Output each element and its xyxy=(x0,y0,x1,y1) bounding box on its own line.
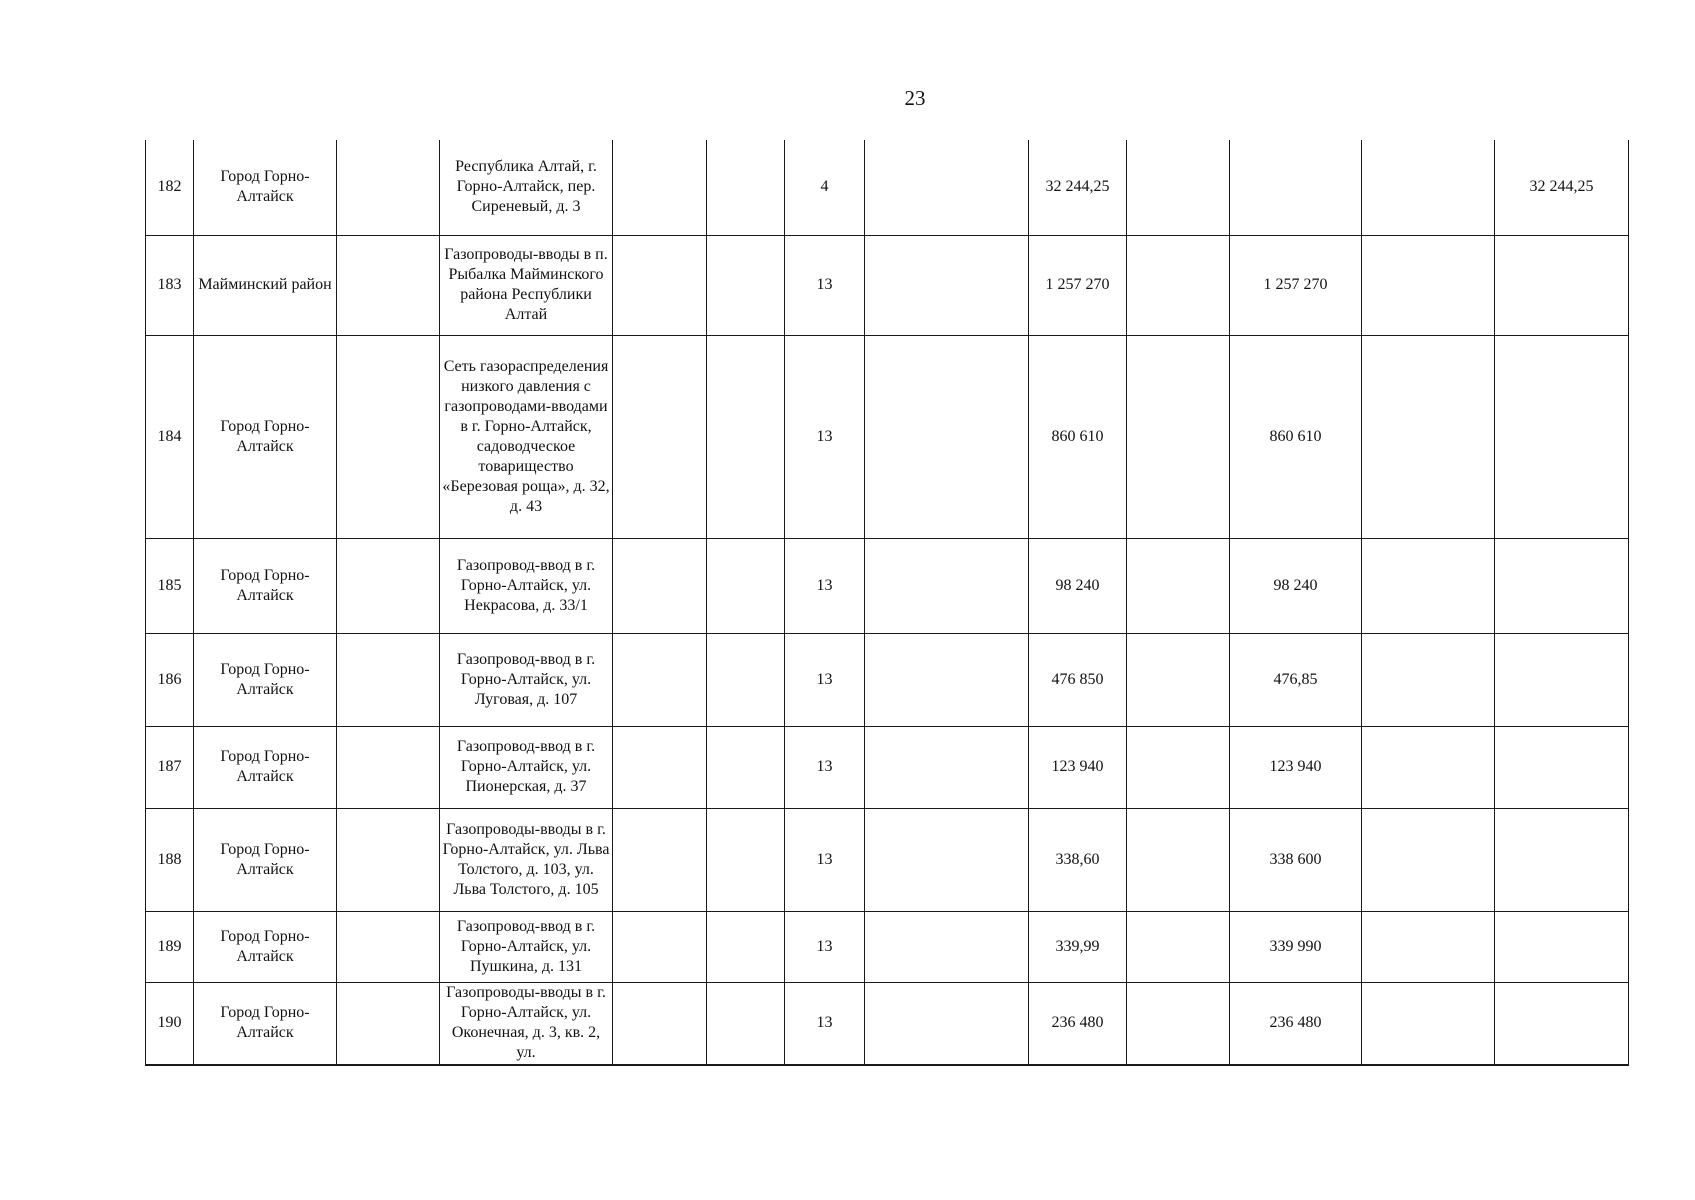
table-row xyxy=(146,982,1629,1065)
cell-amount: 338,60 xyxy=(1029,808,1127,911)
cell-col-3 xyxy=(337,235,440,335)
cell-col-12 xyxy=(1362,335,1495,538)
cell-object-address: Газопровод-ввод в г. Горно-Алтайск, ул. Пионерская, д. 37 xyxy=(440,726,613,808)
cell-row-number: 186 xyxy=(146,633,194,726)
cell-col-11 xyxy=(1230,140,1362,235)
cell-col-3 xyxy=(337,808,440,911)
cell-col-11: 236 480 xyxy=(1230,982,1362,1065)
cell-col-3 xyxy=(337,335,440,538)
cell-col-6 xyxy=(707,911,785,982)
cell-municipality: Город Горно-Алтайск xyxy=(194,726,337,808)
cell-col-8 xyxy=(865,538,1029,633)
cell-municipality: Город Горно-Алтайск xyxy=(194,335,337,538)
cell-col-6 xyxy=(707,140,785,235)
cell-amount: 236 480 xyxy=(1029,982,1127,1065)
cell-row-number: 189 xyxy=(146,911,194,982)
cell-col-10 xyxy=(1127,911,1230,982)
cell-col-13 xyxy=(1495,808,1629,911)
cell-code: 13 xyxy=(785,726,865,808)
cell-amount: 476 850 xyxy=(1029,633,1127,726)
cell-col-6 xyxy=(707,538,785,633)
cell-object-address: Газопроводы-вводы в п. Рыбалка Майминского района Республики Алтай xyxy=(440,235,613,335)
cell-col-8 xyxy=(865,633,1029,726)
cell-code: 4 xyxy=(785,140,865,235)
cell-col-8 xyxy=(865,808,1029,911)
cell-col-6 xyxy=(707,633,785,726)
cell-object-address: Газопровод-ввод в г. Горно-Алтайск, ул. Пушкина, д. 131 xyxy=(440,911,613,982)
cell-col-10 xyxy=(1127,633,1230,726)
cell-col-3 xyxy=(337,911,440,982)
cell-code: 13 xyxy=(785,911,865,982)
cell-municipality: Город Горно-Алтайск xyxy=(194,808,337,911)
cell-col-6 xyxy=(707,982,785,1065)
cell-row-number: 188 xyxy=(146,808,194,911)
cell-col-11: 123 940 xyxy=(1230,726,1362,808)
cell-col-3 xyxy=(337,982,440,1065)
cell-code: 13 xyxy=(785,235,865,335)
cell-col-5 xyxy=(613,911,707,982)
cell-col-5 xyxy=(613,538,707,633)
cell-row-number: 187 xyxy=(146,726,194,808)
cell-col-13: 32 244,25 xyxy=(1495,140,1629,235)
cell-municipality: Город Горно-Алтайск xyxy=(194,140,337,235)
cell-object-address: Республика Алтай, г. Горно-Алтайск, пер. Сиреневый, д. 3 xyxy=(440,140,613,235)
cell-row-number: 183 xyxy=(146,235,194,335)
table-row xyxy=(146,911,1629,982)
cell-col-5 xyxy=(613,235,707,335)
cell-col-12 xyxy=(1362,633,1495,726)
cell-col-10 xyxy=(1127,808,1230,911)
cell-object-address: Газопроводы-вводы в г. Горно-Алтайск, ул. Льва Толстого, д. 103, ул. Льва Толстого, д. 105 xyxy=(440,808,613,911)
cell-col-12 xyxy=(1362,538,1495,633)
cell-col-6 xyxy=(707,808,785,911)
cell-col-8 xyxy=(865,726,1029,808)
cell-municipality: Город Горно-Алтайск xyxy=(194,911,337,982)
cell-object-address: Газопроводы-вводы в г. Горно-Алтайск, ул. Оконечная, д. 3, кв. 2, ул. xyxy=(440,982,613,1065)
cell-col-12 xyxy=(1362,140,1495,235)
cell-col-10 xyxy=(1127,982,1230,1065)
table-row xyxy=(146,335,1629,538)
cell-row-number: 185 xyxy=(146,538,194,633)
table-row xyxy=(146,235,1629,335)
cell-col-3 xyxy=(337,538,440,633)
cell-object-address: Газопровод-ввод в г. Горно-Алтайск, ул. Некрасова, д. 33/1 xyxy=(440,538,613,633)
cell-col-12 xyxy=(1362,726,1495,808)
table-row xyxy=(146,538,1629,633)
cell-row-number: 184 xyxy=(146,335,194,538)
cell-col-5 xyxy=(613,726,707,808)
cell-col-13 xyxy=(1495,633,1629,726)
cell-col-6 xyxy=(707,726,785,808)
table-row xyxy=(146,726,1629,808)
cell-col-8 xyxy=(865,140,1029,235)
cell-col-13 xyxy=(1495,726,1629,808)
cell-code: 13 xyxy=(785,982,865,1065)
cell-col-6 xyxy=(707,335,785,538)
cell-municipality: Город Горно-Алтайск xyxy=(194,633,337,726)
cell-col-13 xyxy=(1495,235,1629,335)
table-row xyxy=(146,633,1629,726)
cell-col-8 xyxy=(865,982,1029,1065)
cell-col-10 xyxy=(1127,140,1230,235)
cell-municipality: Майминский район xyxy=(194,235,337,335)
table-row xyxy=(146,140,1629,235)
cell-col-13 xyxy=(1495,982,1629,1065)
cell-col-12 xyxy=(1362,911,1495,982)
cell-col-8 xyxy=(865,235,1029,335)
cell-col-12 xyxy=(1362,808,1495,911)
cell-municipality: Город Горно-Алтайск xyxy=(194,982,337,1065)
cell-col-11: 860 610 xyxy=(1230,335,1362,538)
cell-col-13 xyxy=(1495,538,1629,633)
cell-col-8 xyxy=(865,911,1029,982)
cell-col-13 xyxy=(1495,911,1629,982)
cell-amount: 1 257 270 xyxy=(1029,235,1127,335)
register-table-body xyxy=(146,140,1629,1065)
cell-col-11: 1 257 270 xyxy=(1230,235,1362,335)
cell-col-12 xyxy=(1362,982,1495,1065)
cell-col-11: 338 600 xyxy=(1230,808,1362,911)
table-row xyxy=(146,808,1629,911)
cell-municipality: Город Горно-Алтайск xyxy=(194,538,337,633)
cell-col-6 xyxy=(707,235,785,335)
cell-row-number: 182 xyxy=(146,140,194,235)
cell-col-5 xyxy=(613,808,707,911)
cell-object-address: Сеть газораспределения низкого давления с газопроводами-вводами в г. Горно-Алтайск, садоводческое товарищество «Березовая роща», д. 32, д. 43 xyxy=(440,335,613,538)
cell-col-11: 476,85 xyxy=(1230,633,1362,726)
cell-col-5 xyxy=(613,633,707,726)
cell-col-8 xyxy=(865,335,1029,538)
page-number: 23 xyxy=(904,86,926,110)
cell-col-11: 98 240 xyxy=(1230,538,1362,633)
cell-amount: 98 240 xyxy=(1029,538,1127,633)
cell-col-3 xyxy=(337,633,440,726)
cell-amount: 123 940 xyxy=(1029,726,1127,808)
cell-object-address: Газопровод-ввод в г. Горно-Алтайск, ул. Луговая, д. 107 xyxy=(440,633,613,726)
cell-code: 13 xyxy=(785,633,865,726)
cell-col-12 xyxy=(1362,235,1495,335)
cell-amount: 860 610 xyxy=(1029,335,1127,538)
cell-col-11: 339 990 xyxy=(1230,911,1362,982)
cell-col-10 xyxy=(1127,335,1230,538)
cell-code: 13 xyxy=(785,335,865,538)
register-table xyxy=(145,140,1629,1066)
cell-code: 13 xyxy=(785,538,865,633)
cell-code: 13 xyxy=(785,808,865,911)
cell-amount: 339,99 xyxy=(1029,911,1127,982)
cell-col-10 xyxy=(1127,538,1230,633)
cell-col-3 xyxy=(337,726,440,808)
cell-col-13 xyxy=(1495,335,1629,538)
cell-col-10 xyxy=(1127,726,1230,808)
cell-amount: 32 244,25 xyxy=(1029,140,1127,235)
cell-col-10 xyxy=(1127,235,1230,335)
cell-col-5 xyxy=(613,335,707,538)
cell-col-5 xyxy=(613,140,707,235)
cell-row-number: 190 xyxy=(146,982,194,1065)
cell-col-3 xyxy=(337,140,440,235)
cell-col-5 xyxy=(613,982,707,1065)
